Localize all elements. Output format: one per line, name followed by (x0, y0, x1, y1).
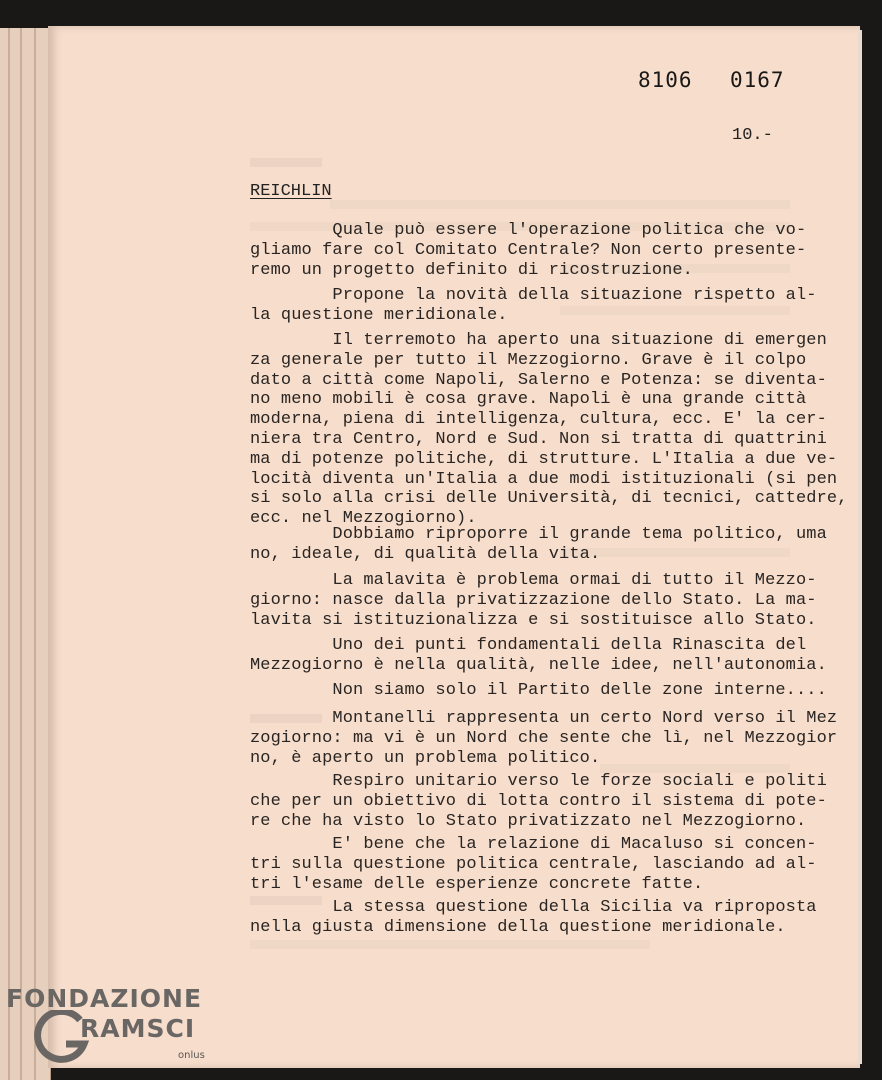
left-page (0, 28, 51, 1080)
watermark-small: onlus (178, 1050, 205, 1061)
page-edge (8, 28, 10, 1080)
paragraph: Non siamo solo il Partito delle zone interne.... (250, 681, 827, 700)
paragraph: Montanelli rappresenta un certo Nord verso il zogiorno: ma vi è un Nord che sente che lì, nel Mezzogior no, è aperto un problema politico. (250, 709, 838, 768)
paragraph: Dobbiamo riproporre il grande tema politico, uma no, ideale, di qualità della vita. (250, 525, 827, 564)
page-edge (20, 28, 22, 1080)
archive-number-part1: 8106 (638, 68, 693, 92)
page-edge (34, 28, 36, 1080)
page-number: 10.- (732, 126, 773, 145)
paragraph: E' bene che la relazione di Macaluso si concen- tri sulla questione politica centrale, lasciando ad al- tri l'esame delle esperienze concrete fatte. (250, 835, 817, 894)
paragraph: La stessa questione della Sicilia va riproposta nella giusta dimensione della questione meridionale. (250, 898, 817, 937)
paragraph: Respiro unitario verso le forze sociali e politi che per un obiettivo di lotta contro il sistema di pote- re che ha visto lo Stato privatizzato nel Mezzogiorno. (250, 772, 827, 831)
paragraph: Propone la novità della situazione rispetto al- la questione meridionale. (250, 286, 817, 325)
watermark-logo (0, 984, 230, 1080)
watermark-line2: RAMSCI (80, 1014, 196, 1043)
paragraph: Quale può essere l'operazione politica che vo- gliamo fare col Comitato Centrale? Non certo presente- remo un progetto definito di ricostruzione. (250, 221, 807, 280)
paragraph: Uno dei punti fondamentali della Rinascita del Mezzogiorno è nella qualità, nelle idee, nell'autonomia. (250, 636, 827, 675)
watermark-line1: FONDAZIONE (6, 984, 203, 1013)
paragraph: La malavita è problema ormai di tutto il Mezzo- giorno: nasce dalla privatizzazione dello Stato. La ma- lavita si istituzionalizza e si sostituisce allo Stato. (250, 571, 817, 630)
speaker-heading: REICHLIN (250, 182, 332, 201)
paragraph: Il terremoto ha aperto una situazione di emergen za generale per tutto il Mezzogiorno. Grave è il colpo dato a città come Napoli, Salerno e Potenza: se diventa- no meno mobili è cosa grave. Napoli è una grande città moderna, piena di intelligenza, cultura, ecc. E' la cer- niera tra Centro, Nord e Sud. Non si tratta di quattrini ma di potenze politiche, di strutture. L'Italia a due locità diventa un'Italia a due modi istituzionali (si si solo alla crisi delle Università, di tecnici, cattedre, ecc. nel Mezzogiorno). (250, 331, 848, 529)
page-edge-right (858, 30, 862, 1064)
archive-number-part2: 0167 (730, 68, 785, 92)
